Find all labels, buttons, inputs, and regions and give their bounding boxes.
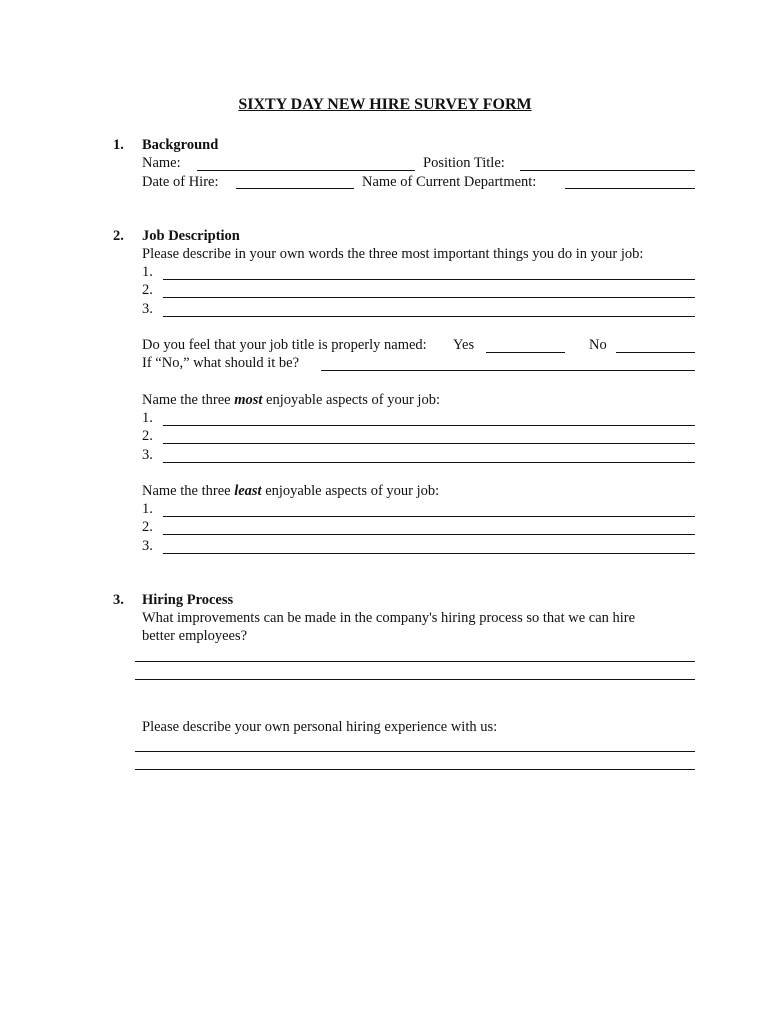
section-2-number: 2.: [113, 228, 124, 244]
most-item-2-field[interactable]: [163, 443, 695, 444]
date-of-hire-field[interactable]: [236, 188, 354, 189]
no-field[interactable]: [616, 352, 695, 353]
if-no-question: If “No,” what should it be?: [142, 355, 300, 371]
no-label: No: [589, 337, 607, 353]
least-item-number: 1.: [142, 501, 153, 517]
job-item-3-field[interactable]: [163, 316, 695, 317]
hiring-improvements-question: What improvements can be made in the company's hiring process so that we can hire: [142, 610, 636, 626]
section-2-heading: Job Description: [142, 228, 240, 244]
job-description-prompt: Please describe in your own words the three most important things you do in your job:: [142, 246, 644, 262]
section-3-number: 3.: [113, 592, 124, 608]
hiring-improvements-question-cont: better employees?: [142, 628, 248, 644]
job-item-number: 2.: [142, 282, 153, 298]
name-label: Name:: [142, 155, 181, 171]
job-item-1-field[interactable]: [163, 279, 695, 280]
department-field[interactable]: [565, 188, 695, 189]
job-item-2-field[interactable]: [163, 297, 695, 298]
hiring-improvements-field-2[interactable]: [135, 679, 695, 680]
most-item-3-field[interactable]: [163, 462, 695, 463]
least-item-1-field[interactable]: [163, 516, 695, 517]
least-item-2-field[interactable]: [163, 534, 695, 535]
if-no-field[interactable]: [321, 370, 695, 371]
most-item-number: 2.: [142, 428, 153, 444]
most-item-number: 3.: [142, 447, 153, 463]
least-enjoyable-prompt: Name the three least enjoyable aspects of your job:: [142, 483, 440, 499]
most-enjoyable-prompt: Name the three most enjoyable aspects of your job:: [142, 392, 440, 408]
position-title-field[interactable]: [520, 170, 695, 171]
date-of-hire-label: Date of Hire:: [142, 174, 219, 190]
least-item-3-field[interactable]: [163, 553, 695, 554]
job-title-question: Do you feel that your job title is properly named:: [142, 337, 427, 353]
job-item-number: 3.: [142, 301, 153, 317]
yes-label: Yes: [453, 337, 475, 353]
most-item-1-field[interactable]: [163, 425, 695, 426]
job-item-number: 1.: [142, 264, 153, 280]
hiring-experience-field-1[interactable]: [135, 751, 695, 752]
section-1-number: 1.: [113, 137, 124, 153]
hiring-improvements-field-1[interactable]: [135, 661, 695, 662]
hiring-experience-question: Please describe your own personal hiring experience with us:: [142, 719, 498, 735]
hiring-experience-field-2[interactable]: [135, 769, 695, 770]
department-label: Name of Current Department:: [362, 174, 537, 190]
name-field[interactable]: [197, 170, 415, 171]
form-title: SIXTY DAY NEW HIRE SURVEY FORM: [238, 96, 532, 113]
least-item-number: 2.: [142, 519, 153, 535]
yes-field[interactable]: [486, 352, 565, 353]
section-3-heading: Hiring Process: [142, 592, 234, 608]
most-item-number: 1.: [142, 410, 153, 426]
least-item-number: 3.: [142, 538, 153, 554]
position-title-label: Position Title:: [423, 155, 505, 171]
section-1-heading: Background: [142, 137, 219, 153]
